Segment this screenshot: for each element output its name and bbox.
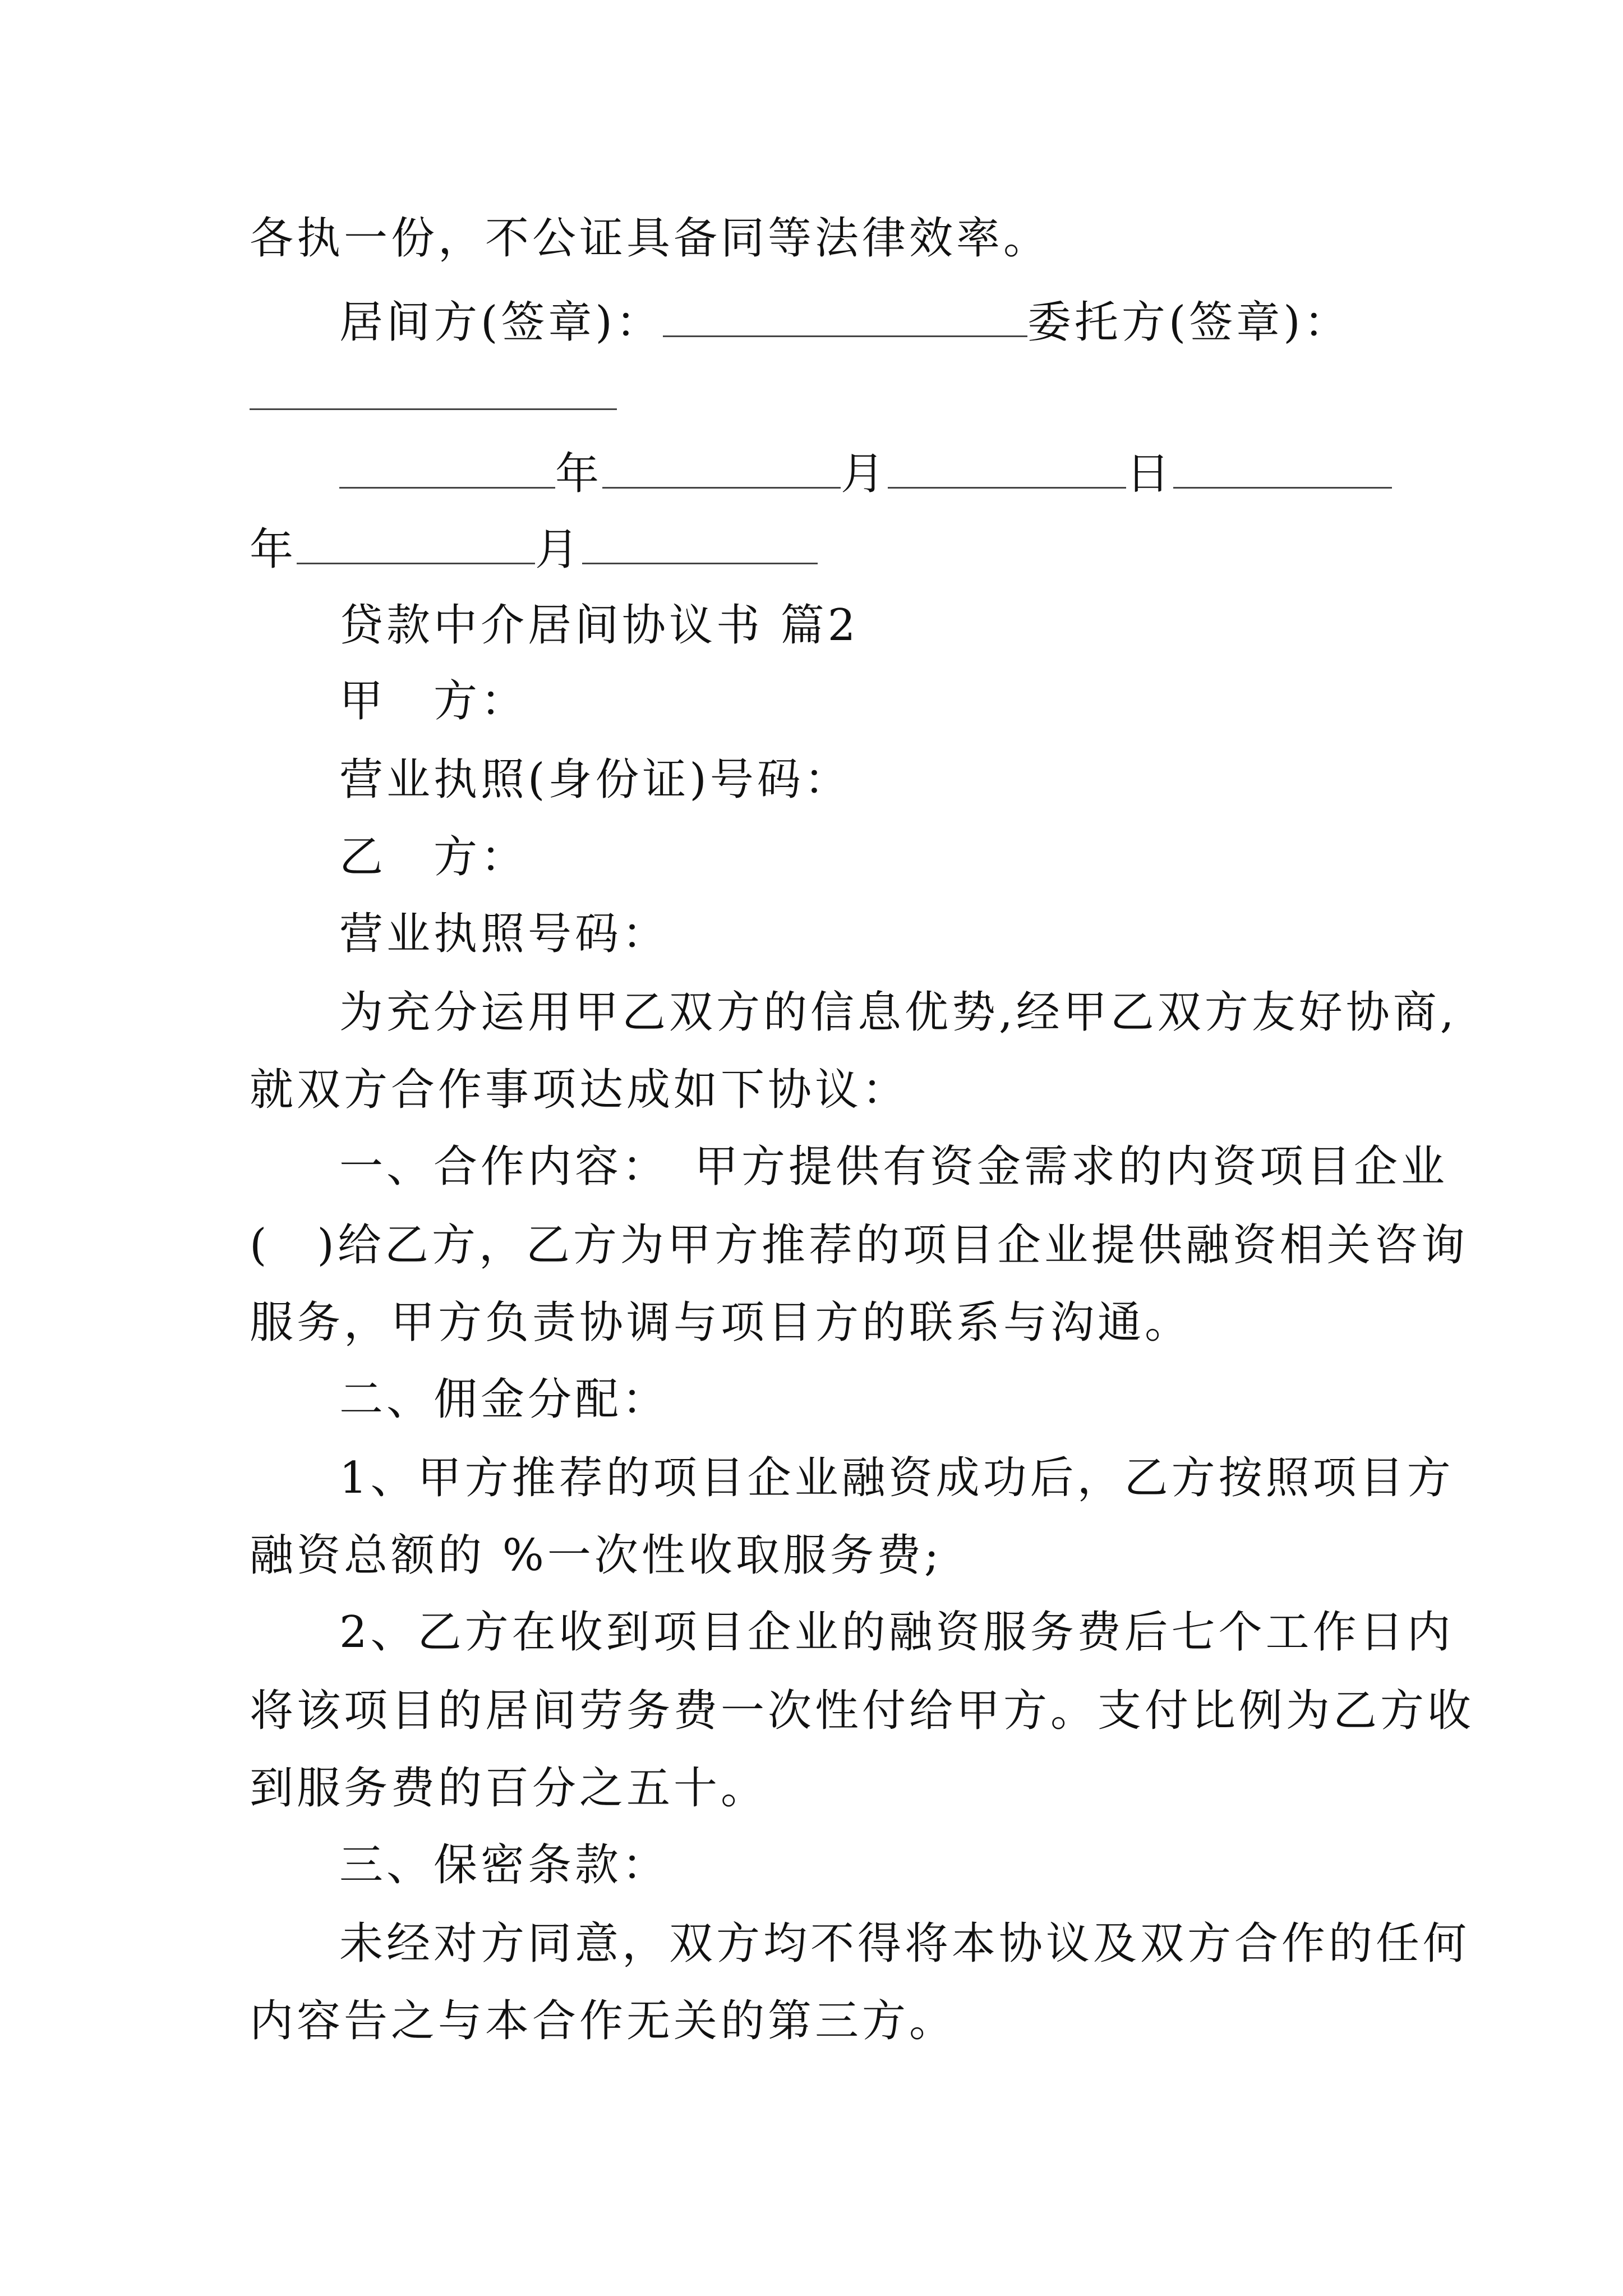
section-heading: 三、保密条款：	[339, 1840, 670, 1890]
section-heading: 二、佣金分配：	[339, 1374, 670, 1425]
party-b-label: 乙 方：	[339, 832, 528, 882]
text-line: 将该项目的居间劳务费一次性付给甲方。支付比例为乙方收	[250, 1686, 1475, 1736]
client-signature-blank	[250, 365, 617, 410]
section-title: 贷款中介居间协议书 篇2	[339, 600, 859, 651]
text-line: 未经对方同意，双方均不得将本协议及双方合作的任何	[339, 1918, 1470, 1969]
intermediary-signature-blank	[663, 292, 1027, 337]
text-line: 服务，甲方负责协调与项目方的联系与沟通。	[250, 1297, 1192, 1348]
text-line: 内容告之与本合作无关的第三方。	[250, 1996, 957, 2046]
date-month-label: 月	[841, 449, 888, 499]
date-day-label: 日	[1126, 449, 1174, 499]
text-line: 一、合作内容： 甲方提供有资金需求的内资项目企业	[339, 1142, 1449, 1192]
date-blank	[888, 443, 1126, 489]
date-blank	[582, 519, 818, 564]
date-blank	[1173, 443, 1392, 489]
text-line: 融资总额的 %一次性收取服务费;	[250, 1530, 943, 1581]
text-line: 2、乙方在收到项目企业的融资服务费后七个工作日内	[339, 1607, 1454, 1658]
intermediary-signature-label: 居间方(签章)：	[339, 297, 663, 348]
text-line: ( )给乙方，乙方为甲方推荐的项目企业提供融资相关咨询	[250, 1220, 1468, 1271]
date-month-label: 月	[535, 524, 583, 575]
party-a-id-label: 营业执照(身份证)号码：	[339, 754, 851, 805]
signature-line-cont	[250, 365, 617, 424]
text-line: 为充分运用甲乙双方的信息优势,经甲乙双方友好协商,	[339, 987, 1458, 1038]
text-line: 就双方合作事项达成如下协议：	[250, 1065, 910, 1115]
party-b-id-label: 营业执照号码：	[339, 909, 670, 959]
date-blank	[297, 519, 535, 564]
text-line: 到服务费的百分之五十。	[250, 1763, 768, 1814]
date-year-label: 年	[555, 449, 603, 499]
party-a-label: 甲 方：	[339, 676, 528, 726]
date-year-label: 年	[250, 524, 297, 575]
text-line: 1、甲方推荐的项目企业融资成功后，乙方按照项目方	[339, 1453, 1454, 1503]
date-line-cont	[250, 519, 818, 578]
date-blank	[602, 443, 841, 489]
date-line	[339, 443, 1392, 502]
signature-line	[339, 292, 1351, 351]
date-blank	[339, 443, 555, 489]
text-line: 各执一份，不公证具备同等法律效率。	[250, 213, 1051, 264]
client-signature-label: 委托方(签章)：	[1027, 297, 1351, 348]
